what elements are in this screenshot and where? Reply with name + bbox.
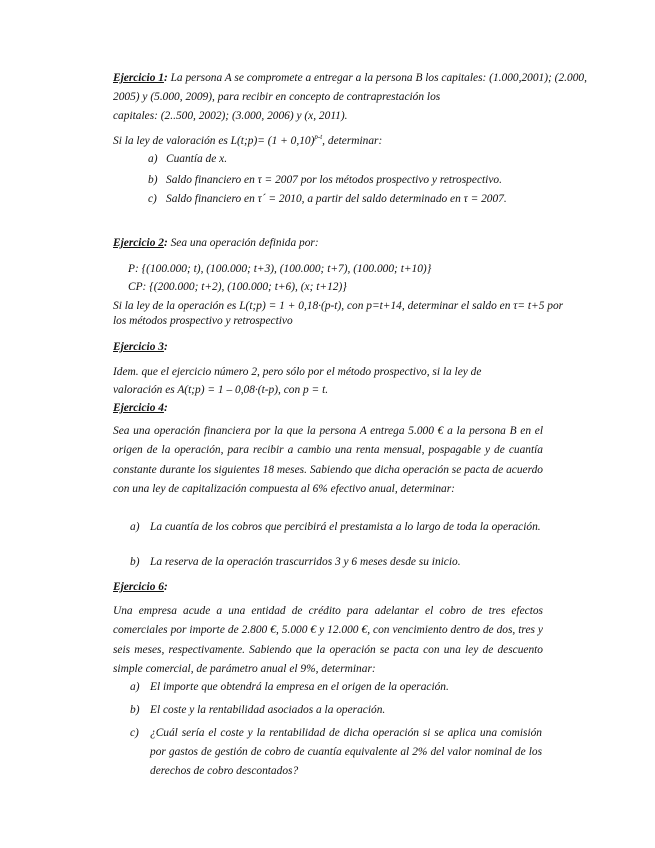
ex1-intro: Si la ley de valoración es L(t;p)= $(1 + 0,10)^{p-t}$, determinar: [113, 133, 383, 147]
ex4-heading: Ejercicio 4: [113, 402, 168, 414]
ex1-line1: Ejercicio 1: La persona A se compromete a entregar a la persona B los capitales: (1.000,2001); (2.000, [113, 72, 587, 84]
ex3-line2: valoración es A(t;p) = 1 – 0,08·(t-p), con p = t. [113, 384, 329, 396]
ex3-title: Ejercicio 3 [113, 341, 164, 353]
ex3-line1: Idem. que el ejercicio número 2, pero sólo por el método prospectivo, si la ley de [113, 366, 482, 378]
ex2-intro: Ejercicio 2: Sea una operación definida por: [113, 237, 319, 249]
ex2-title: Ejercicio 2 [113, 237, 164, 249]
ex4-title: Ejercicio 4 [113, 402, 164, 414]
ex6-title: Ejercicio 6 [113, 581, 164, 593]
ex4-item-b: b) La reserva de la operación trascurridos 3 y 6 meses desde su inicio. [130, 556, 461, 568]
ex6-paragraph: Una empresa acude a una entidad de crédito para adelantar el cobro de tres efectos comerciales por importe de 2.800 €, 5.000 € y 12.000 €, con vencimiento dentro de dos, tres y seis meses, respectivamente. Sabiendo que la operación se pacta con una ley de descuento simple comercial, de parámetro anual el 9%, determinar: [113, 605, 543, 675]
ex1-title: Ejercicio 1 [113, 72, 164, 84]
ex3-heading: Ejercicio 3: [113, 341, 168, 353]
ex1-item-a: a) Cuantía de x. [148, 153, 228, 165]
ex1-item-c: c) Saldo financiero en τ´ = 2010, a partir del saldo determinado en τ = 2007. [148, 193, 507, 205]
ex6-item-b: b) El coste y la rentabilidad asociados a la operación. [130, 704, 386, 716]
ex6-item-c: c) ¿Cuál sería el coste y la rentabilidad de dicha operación si se aplica una comisión por gastos de gestión de cobro de cuantía equivalente al 2% del valor nominal de los derechos de cobro descontados? [130, 727, 542, 777]
ex2-cp-line: CP: {(200.000; t+2), (100.000; t+6), (x; t+12)} [128, 281, 347, 293]
ex1-item-b: b) Saldo financiero en τ = 2007 por los métodos prospectivo y retrospectivo. [148, 174, 502, 186]
ex2-law-line2: los métodos prospectivo y retrospectivo [113, 315, 293, 327]
ex4-paragraph: Sea una operación financiera por la que la persona A entrega 5.000 € a la persona B en el origen de la operación, para recibir a cambio una renta mensual, pospagable y de cuantía constante durante los siguientes 18 meses. Sabiendo que dicha operación se pacta de acuerdo con una ley de capitalización compuesta al 6% efectivo anual, determinar: [113, 425, 543, 495]
ex6-item-a: a) El importe que obtendrá la empresa en el origen de la operación. [130, 681, 449, 693]
ex4-item-a: a) La cuantía de los cobros que percibirá el prestamista a lo largo de toda la operación. [130, 521, 541, 533]
ex2-p-line: P: {(100.000; t), (100.000; t+3), (100.000; t+7), (100.000; t+10)} [128, 263, 432, 275]
ex1-line3: capitales: (2..500, 2002); (3.000, 2006) y (x, 2011). [113, 110, 348, 122]
ex1-line2: 2005) y (5.000, 2009), para recibir en concepto de contraprestación los [113, 91, 441, 103]
ex6-heading: Ejercicio 6: [113, 581, 168, 593]
ex2-law-line1: Si la ley de la operación es L(t;p) = 1 + 0,18·(p-t), con p=t+14, determinar el saldo en τ= t+5 por [113, 300, 564, 312]
